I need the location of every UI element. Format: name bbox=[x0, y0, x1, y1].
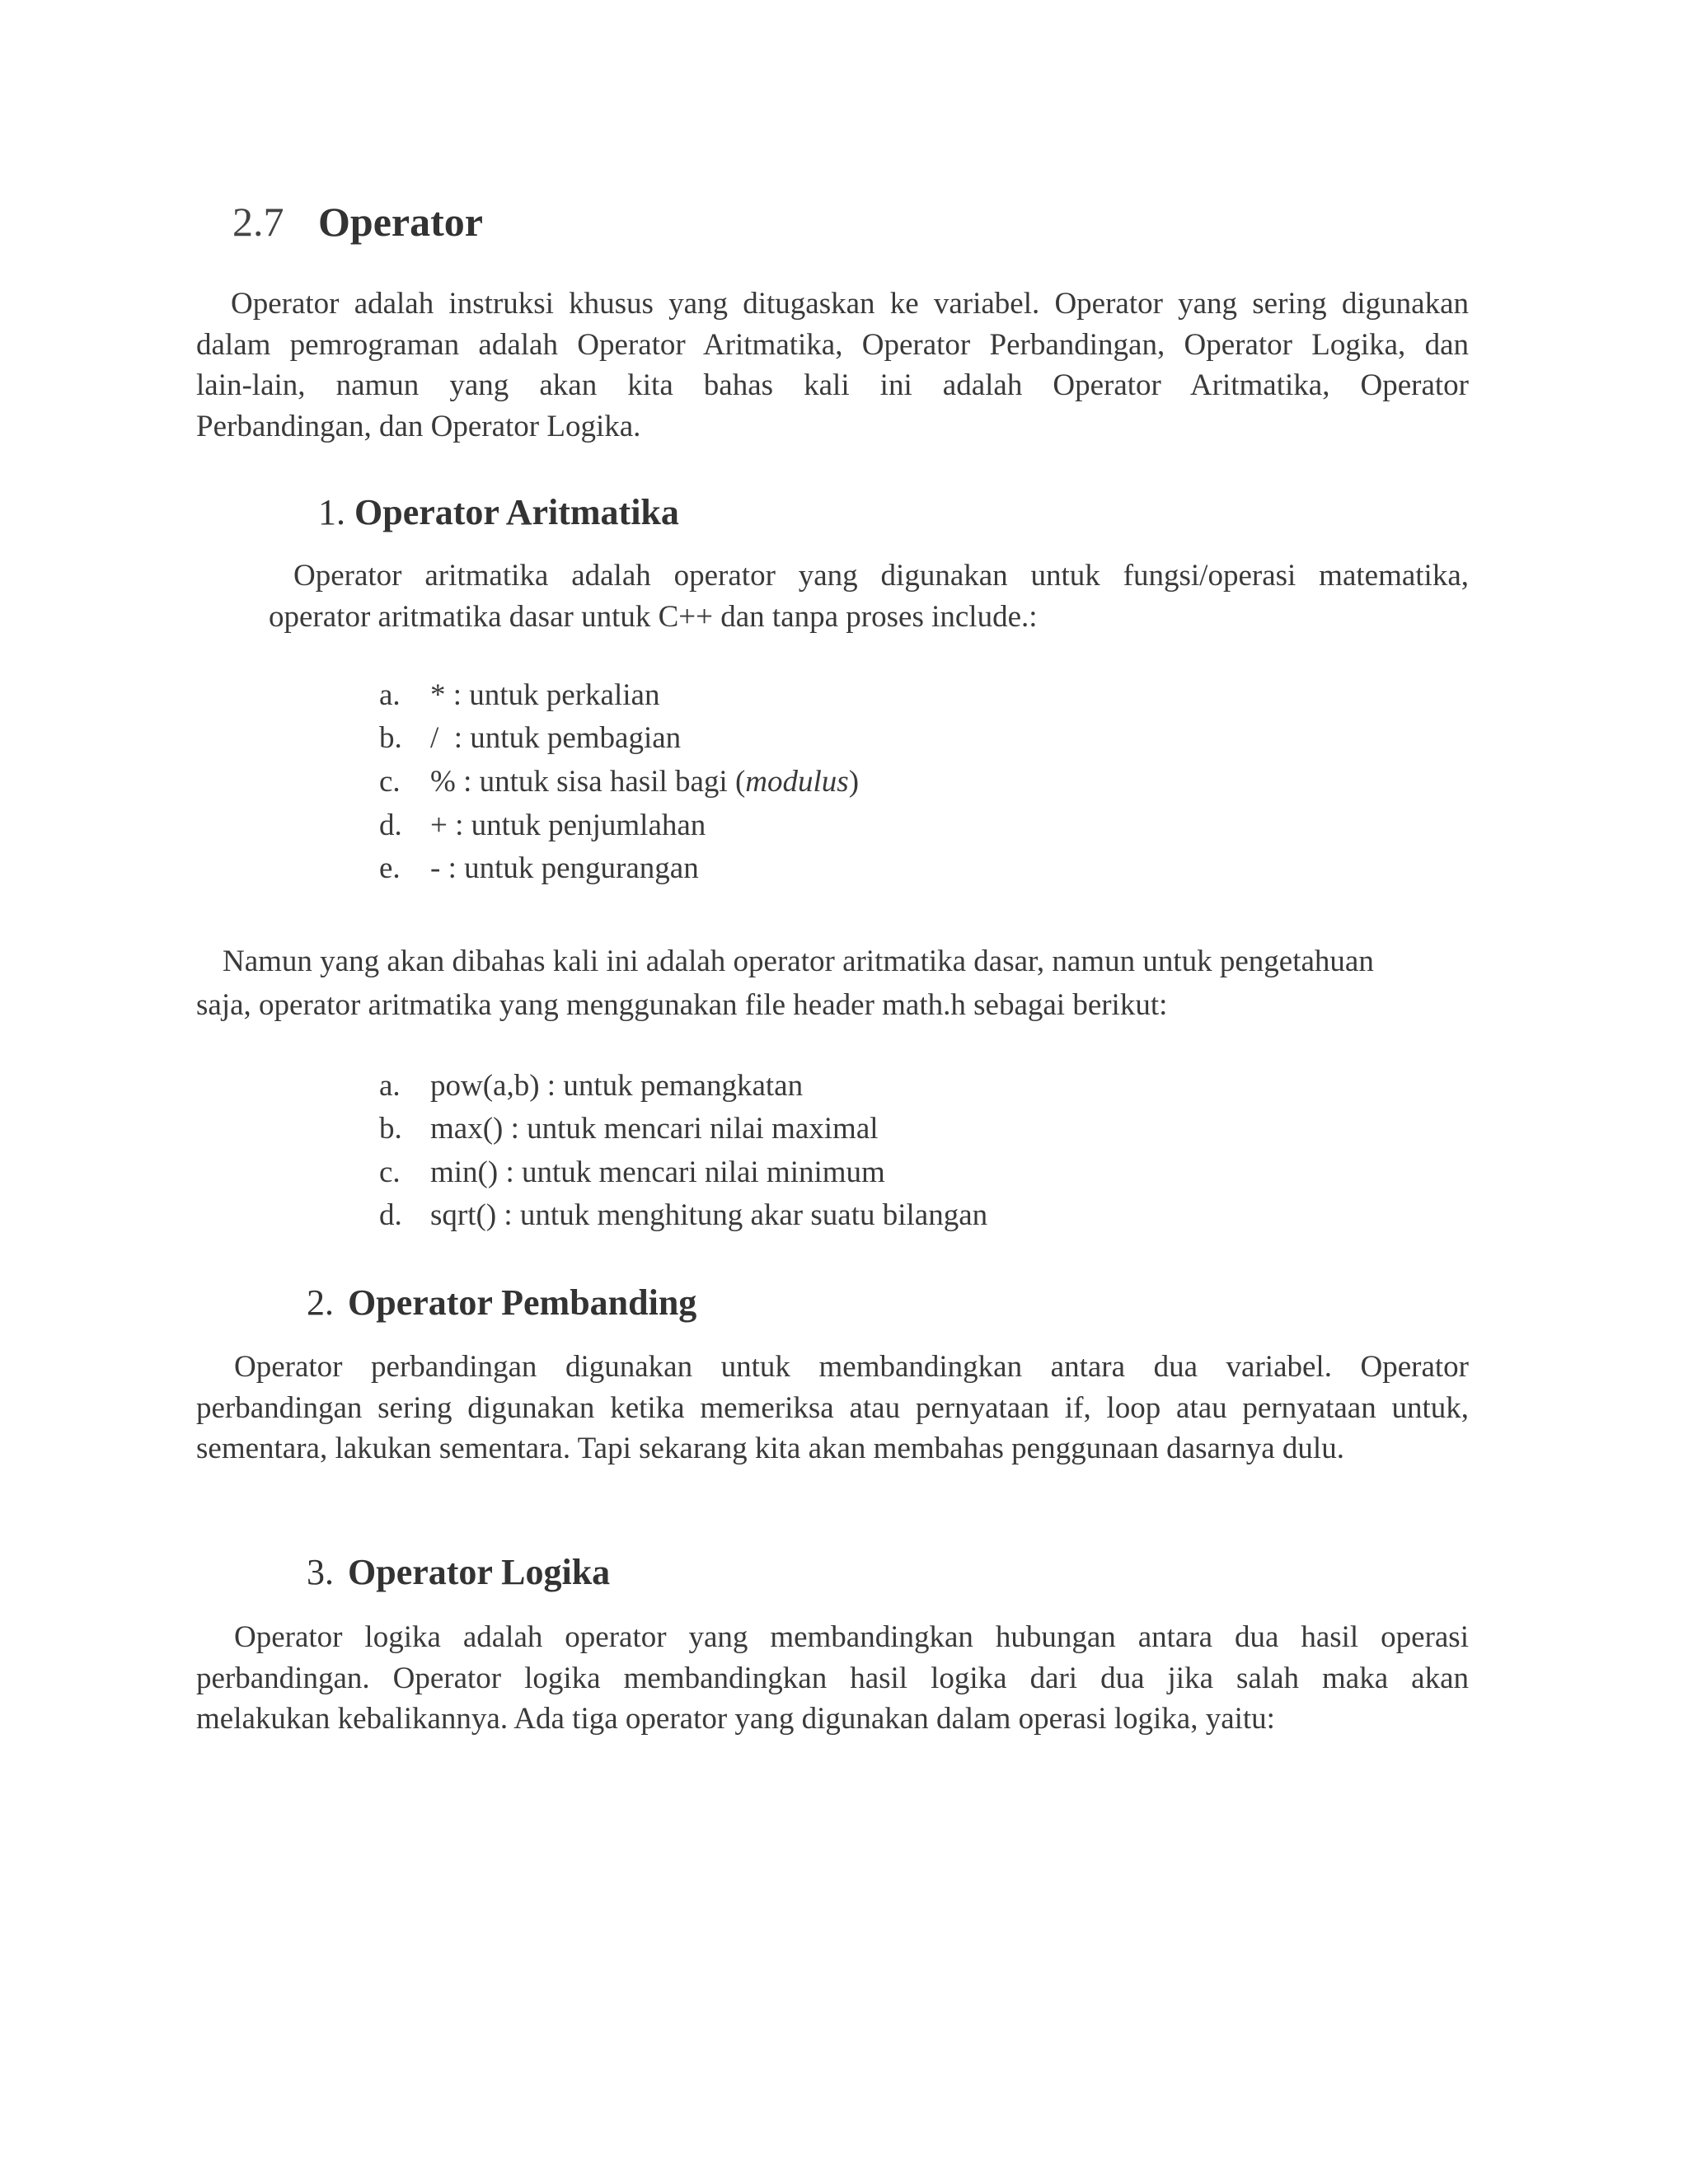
intro-line: dalam pemrograman adalah Operator Aritmatika, Operator Perbandingan, Operator Logika, dan bbox=[196, 327, 1469, 362]
list-text: pow(a,b) : untuk pemangkatan bbox=[430, 1069, 804, 1103]
subsection-heading-logika bbox=[307, 1551, 610, 1593]
subsection-title: Operator Logika bbox=[348, 1552, 611, 1592]
desc-line: perbandingan sering digunakan ketika memeriksa atau pernyataan if, loop atau pernyataan untuk, bbox=[196, 1390, 1469, 1425]
list-text: * : untuk perkalian bbox=[430, 678, 660, 712]
list-marker: c. bbox=[379, 1155, 401, 1189]
list-marker: d. bbox=[379, 808, 402, 842]
desc-line: Operator perbandingan digunakan untuk membandingkan antara dua variabel. Operator bbox=[234, 1350, 1469, 1384]
math-line: saja, operator aritmatika yang menggunakan file header math.h sebagai berikut: bbox=[196, 988, 1168, 1022]
desc-line: perbandingan. Operator logika membandingkan hasil logika dari dua jika salah maka akan bbox=[196, 1661, 1469, 1695]
list-text: + : untuk penjumlahan bbox=[430, 808, 706, 842]
intro-line: Operator adalah instruksi khusus yang ditugaskan ke variabel. Operator yang sering digunakan bbox=[231, 287, 1469, 321]
list-marker: c. bbox=[379, 765, 401, 799]
list-text-after: ) bbox=[848, 765, 860, 799]
aritmatika-description bbox=[269, 555, 1469, 637]
desc-line: melakukan kebalikannya. Ada tiga operator yang digunakan dalam operasi logika, yaitu: bbox=[196, 1702, 1275, 1736]
subsection-number: 3. bbox=[307, 1552, 334, 1592]
list-text: min() : untuk mencari nilai minimum bbox=[430, 1155, 885, 1189]
logika-description bbox=[196, 1617, 1469, 1740]
math-paragraph bbox=[196, 940, 1469, 1027]
intro-line: Perbandingan, dan Operator Logika. bbox=[196, 409, 641, 443]
list-text-italic: modulus bbox=[745, 765, 849, 799]
desc-line: Operator logika adalah operator yang membandingkan hubungan antara dua hasil operasi bbox=[234, 1620, 1469, 1654]
list-text-main: % : untuk sisa hasil bagi ( bbox=[430, 765, 746, 799]
intro-line: lain-lain, namun yang akan kita bahas kali ini adalah Operator Aritmatika, Operator bbox=[196, 368, 1469, 402]
list-text: max() : untuk mencari nilai maximal bbox=[430, 1112, 879, 1146]
subsection-title: Operator Aritmatika bbox=[354, 492, 679, 532]
list-marker: d. bbox=[379, 1198, 402, 1232]
subsection-title: Operator Pembanding bbox=[348, 1282, 697, 1323]
pembanding-description bbox=[196, 1347, 1469, 1469]
subsection-number: 2. bbox=[307, 1282, 334, 1323]
section-number: 2.7 bbox=[232, 199, 284, 245]
list-marker: a. bbox=[379, 678, 401, 712]
list-text: sqrt() : untuk menghitung akar suatu bilangan bbox=[430, 1198, 988, 1232]
list-marker: a. bbox=[379, 1069, 401, 1103]
desc-line: Operator aritmatika adalah operator yang digunakan untuk fungsi/operasi matematika, bbox=[293, 559, 1469, 593]
section-title: Operator bbox=[318, 199, 483, 245]
list-marker: e. bbox=[379, 851, 401, 885]
desc-line: operator aritmatika dasar untuk C++ dan tanpa proses include.: bbox=[269, 599, 1038, 634]
list-text: - : untuk pengurangan bbox=[430, 851, 699, 885]
intro-paragraph bbox=[196, 284, 1469, 447]
list-marker: b. bbox=[379, 721, 402, 755]
list-marker: b. bbox=[379, 1112, 402, 1146]
math-line: Namun yang akan dibahas kali ini adalah operator aritmatika dasar, namun untuk pengetahuan bbox=[223, 944, 1374, 978]
subsection-number: 1. bbox=[318, 492, 345, 532]
list-text: / : untuk pembagian bbox=[430, 721, 682, 755]
list-text bbox=[430, 764, 859, 799]
subsection-heading-aritmatika bbox=[318, 491, 679, 533]
subsection-heading-pembanding bbox=[307, 1282, 696, 1324]
desc-line: sementara, lakukan sementara. Tapi sekarang kita akan membahas penggunaan dasarnya dulu. bbox=[196, 1432, 1344, 1465]
